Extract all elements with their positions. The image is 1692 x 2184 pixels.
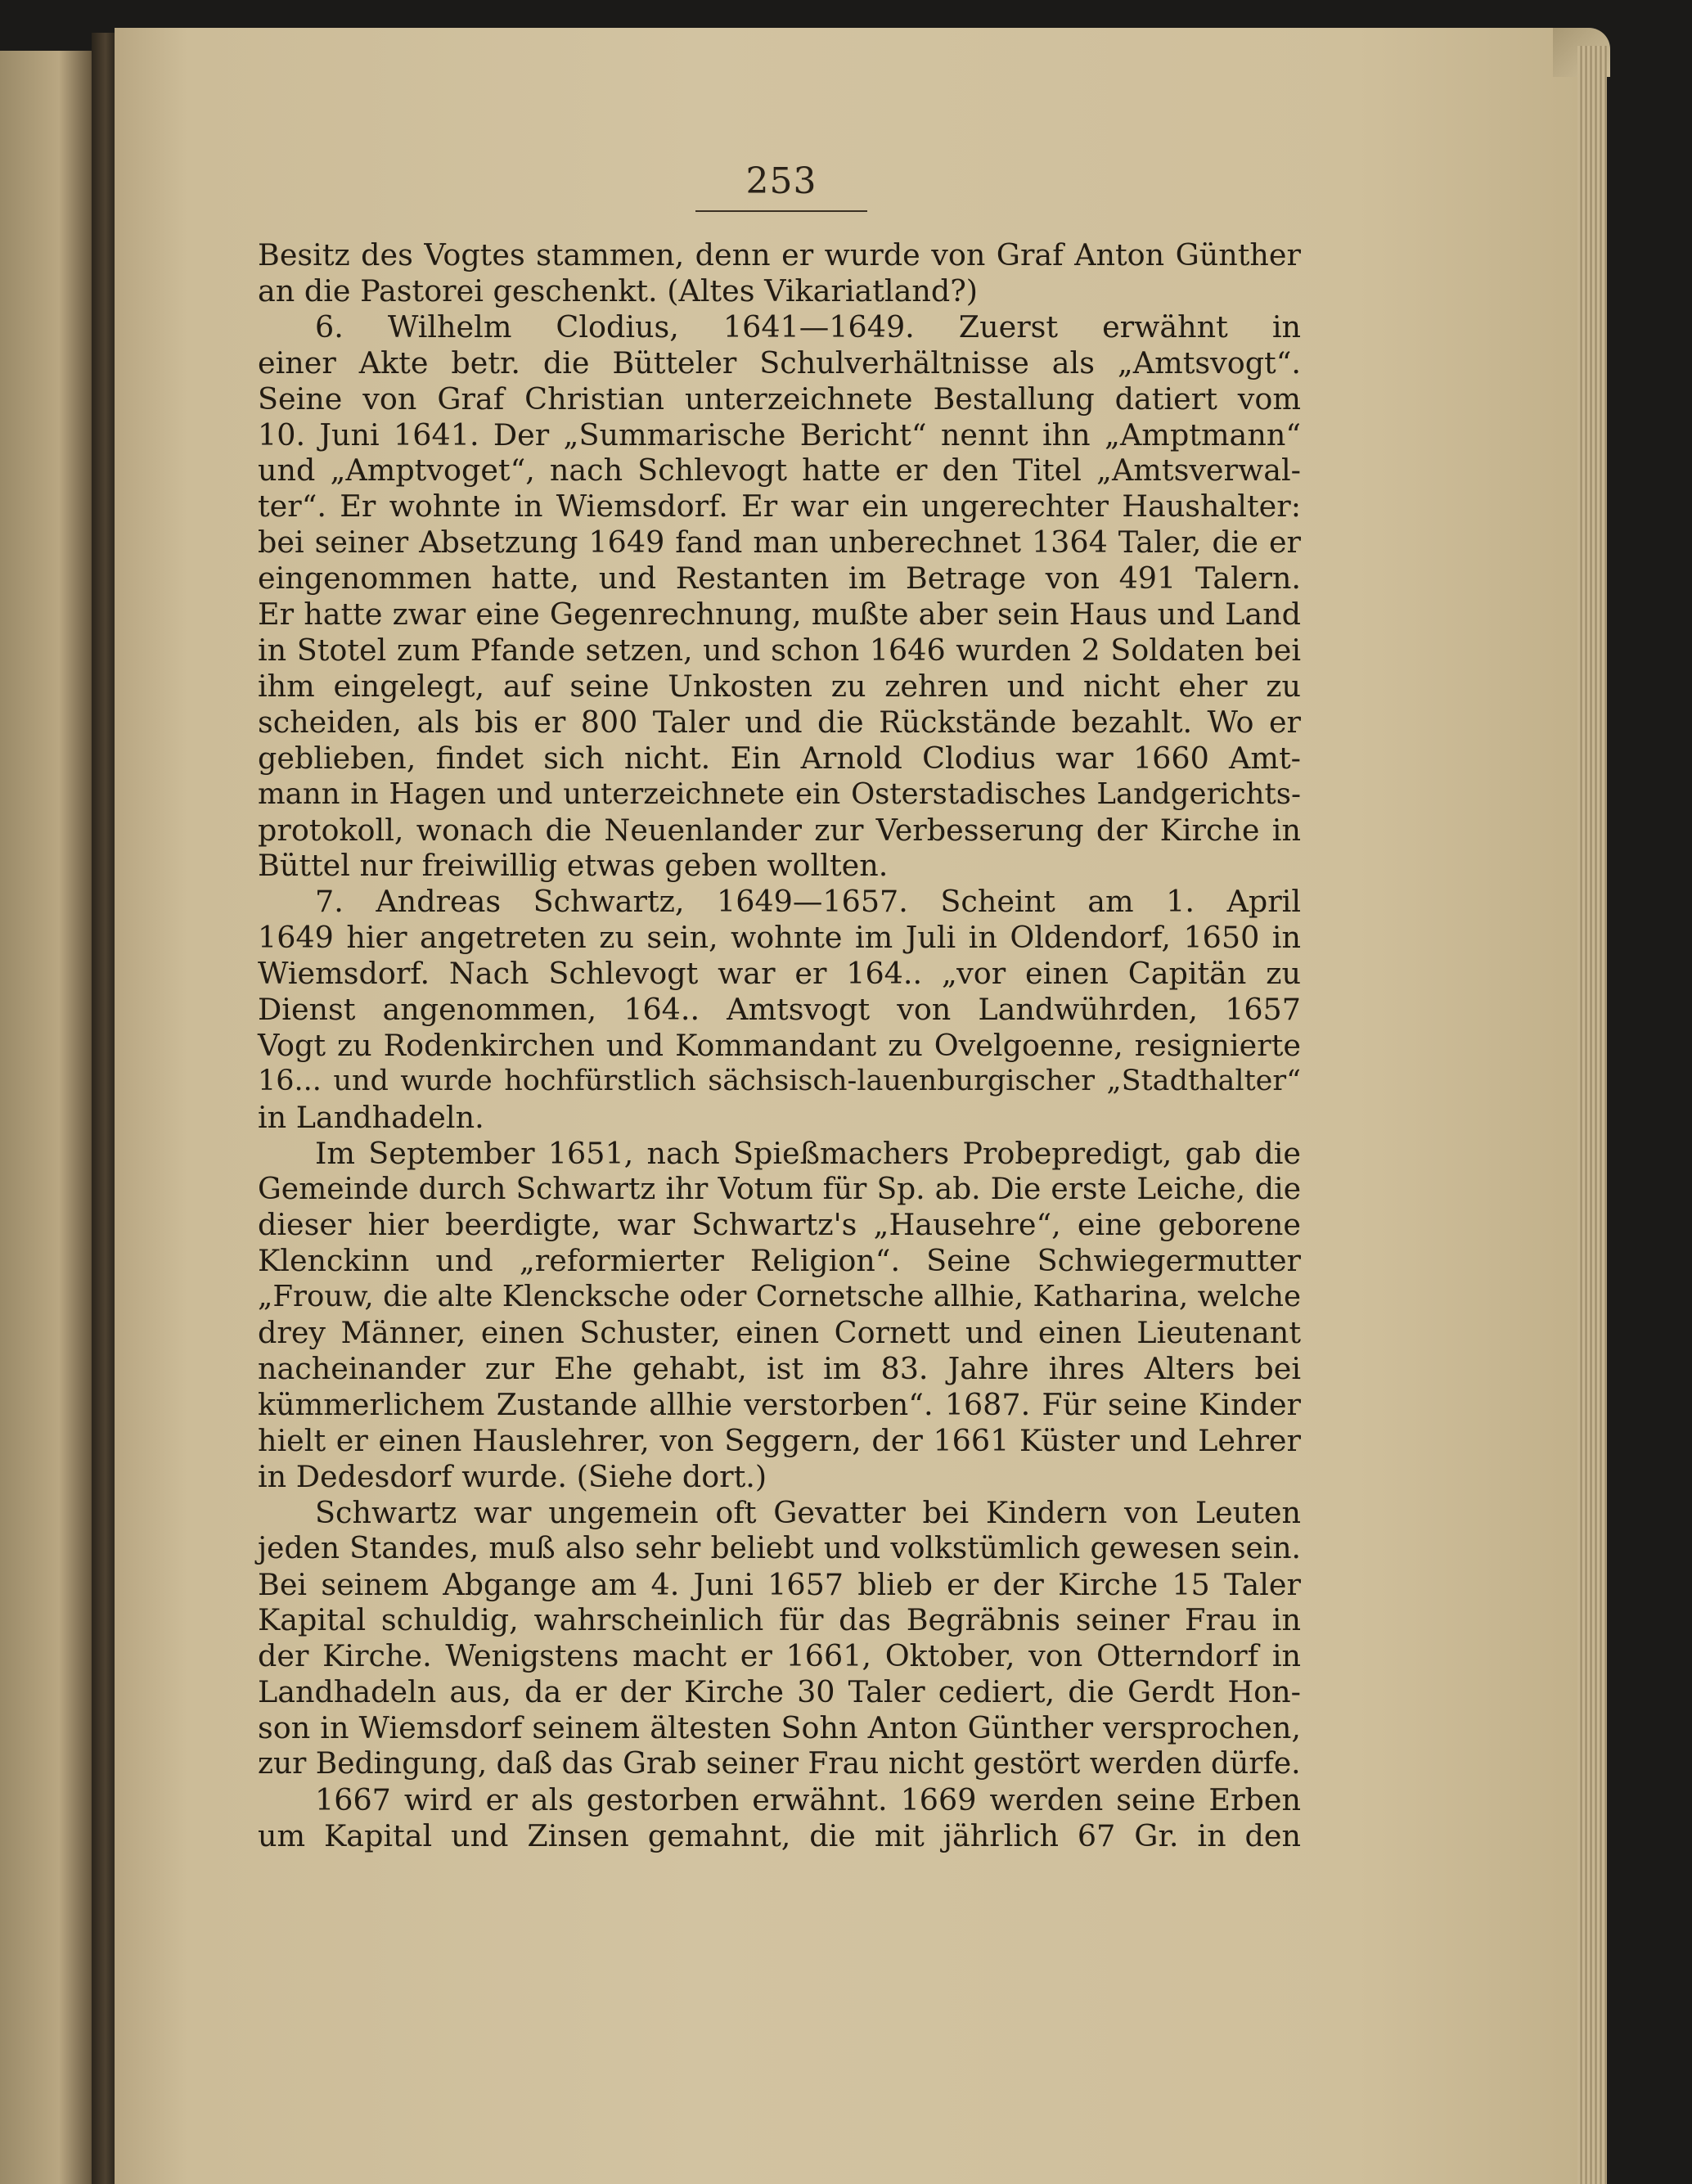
text-line: Gemeinde durch Schwartz ihr Votum für Sp. ab. Die erste Leiche, die <box>258 1172 1301 1206</box>
text-line: bei seiner Absetzung 1649 fand man unberechnet 1364 Taler, die er <box>258 525 1301 561</box>
text-line: 16... und wurde hochfürstlich sächsisch-lauenburgischer „Stadthalter“ <box>258 1064 1301 1097</box>
text-line: Büttel nur freiwillig etwas geben wollten. <box>258 848 889 884</box>
header-rule <box>695 210 867 212</box>
text-line: Wiemsdorf. Nach Schlevogt war er 164.. „vor einen Capitän zu <box>258 956 1301 992</box>
text-line: ihm eingelegt, auf seine Unkosten zu zehren und nicht eher zu <box>258 668 1301 704</box>
page-edges <box>1577 46 1607 2184</box>
text-line: Landhadeln aus, da er der Kirche 30 Taler cediert, die Gerdt Hon- <box>258 1674 1301 1710</box>
text-line: Besitz des Vogtes stammen, denn er wurde von Graf Anton Günther <box>258 237 1301 272</box>
text-line: an die Pastorei geschenkt. (Altes Vikariatland?) <box>258 272 979 308</box>
text-line: 6. Wilhelm Clodius, 1641—1649. Zuerst erwähnt in <box>315 308 1301 344</box>
text-line: drey Männer, einen Schuster, einen Cornett und einen Lieutenant <box>258 1315 1301 1351</box>
text-line: 1667 wird er als gestorben erwähnt. 1669 werden seine Erben <box>315 1781 1301 1817</box>
body-text <box>258 237 1301 1854</box>
text-line: Dienst angenommen, 164.. Amtsvogt von Landwührden, 1657 <box>258 992 1301 1028</box>
text-line: 10. Juni 1641. Der „Summarische Bericht“ nennt ihn „Amptmann“ <box>258 417 1301 453</box>
text-line: zur Bedingung, daß das Grab seiner Frau nicht gestört werden dürfe. <box>258 1747 1301 1781</box>
text-line: Im September 1651, nach Spießmachers Probepredigt, gab die <box>315 1135 1301 1171</box>
text-line: Kapital schuldig, wahrscheinlich für das Begräbnis seiner Frau in <box>258 1602 1301 1638</box>
text-line: und „Amptvoget“, nach Schlevogt hatte er den Titel „Amtsverwal- <box>258 453 1301 489</box>
page-number: 253 <box>745 160 817 202</box>
text-line: um Kapital und Zinsen gemahnt, die mit jährlich 67 Gr. in den <box>258 1817 1301 1853</box>
text-line: einer Akte betr. die Bütteler Schulverhältnisse als „Amtsvogt“. <box>258 344 1301 381</box>
left-page-edge <box>0 51 98 2184</box>
text-line: dieser hier beerdigte, war Schwartz's „Hausehre“, eine geborene <box>258 1207 1301 1243</box>
text-line: ter“. Er wohnte in Wiemsdorf. Er war ein ungerechter Haushalter: <box>258 489 1301 525</box>
text-line: son in Wiemsdorf seinem ältesten Sohn Anton Günther versprochen, <box>258 1710 1301 1746</box>
text-line: jeden Standes, muß also sehr beliebt und volkstümlich gewesen sein. <box>258 1531 1301 1565</box>
text-line: 1649 hier angetreten zu sein, wohnte im Juli in Oldendorf, 1650 in <box>258 920 1301 956</box>
text-line: 7. Andreas Schwartz, 1649—1657. Scheint am 1. April <box>315 884 1301 920</box>
text-line: nacheinander zur Ehe gehabt, ist im 83. Jahre ihres Alters bei <box>258 1351 1301 1387</box>
text-line: Vogt zu Rodenkirchen und Kommandant zu Ovelgoenne, resignierte <box>258 1027 1301 1063</box>
text-line: hielt er einen Hauslehrer, von Seggern, der 1661 Küster und Lehrer <box>258 1422 1301 1458</box>
text-line: Er hatte zwar eine Gegenrechnung, mußte aber sein Haus und Land <box>258 597 1301 633</box>
text-line: in Stotel zum Pfande setzen, und schon 1646 wurden 2 Soldaten bei <box>258 632 1301 668</box>
text-line: in Dedesdorf wurde. (Siehe dort.) <box>258 1458 767 1494</box>
text-line: Klenckinn und „reformierter Religion“. Seine Schwiegermutter <box>258 1243 1301 1279</box>
text-line: Seine von Graf Christian unterzeichnete Bestallung datiert vom <box>258 381 1301 417</box>
text-line: scheiden, als bis er 800 Taler und die Rückstände bezahlt. Wo er <box>258 704 1301 740</box>
text-line: eingenommen hatte, und Restanten im Betrage von 491 Talern. <box>258 561 1301 597</box>
text-line: geblieben, findet sich nicht. Ein Arnold Clodius war 1660 Amt- <box>258 740 1301 776</box>
text-line: in Landhadeln. <box>258 1099 484 1135</box>
text-line: „Frouw, die alte Klencksche oder Cornetsche allhie, Katharina, welche <box>258 1280 1301 1314</box>
text-line: kümmerlichem Zustande allhie verstorben“. 1687. Für seine Kinder <box>258 1387 1301 1422</box>
text-line: mann in Hagen und unterzeichnete ein Osterstadisches Landgerichts- <box>258 777 1301 811</box>
text-line: protokoll, wonach die Neuenlander zur Verbesserung der Kirche in <box>258 812 1301 848</box>
text-line: Schwartz war ungemein oft Gevatter bei Kindern von Leuten <box>315 1494 1301 1530</box>
text-line: Bei seinem Abgange am 4. Juni 1657 blieb er der Kirche 15 Taler <box>258 1566 1301 1602</box>
text-line: der Kirche. Wenigstens macht er 1661, Oktober, von Otterndorf in <box>258 1638 1301 1674</box>
